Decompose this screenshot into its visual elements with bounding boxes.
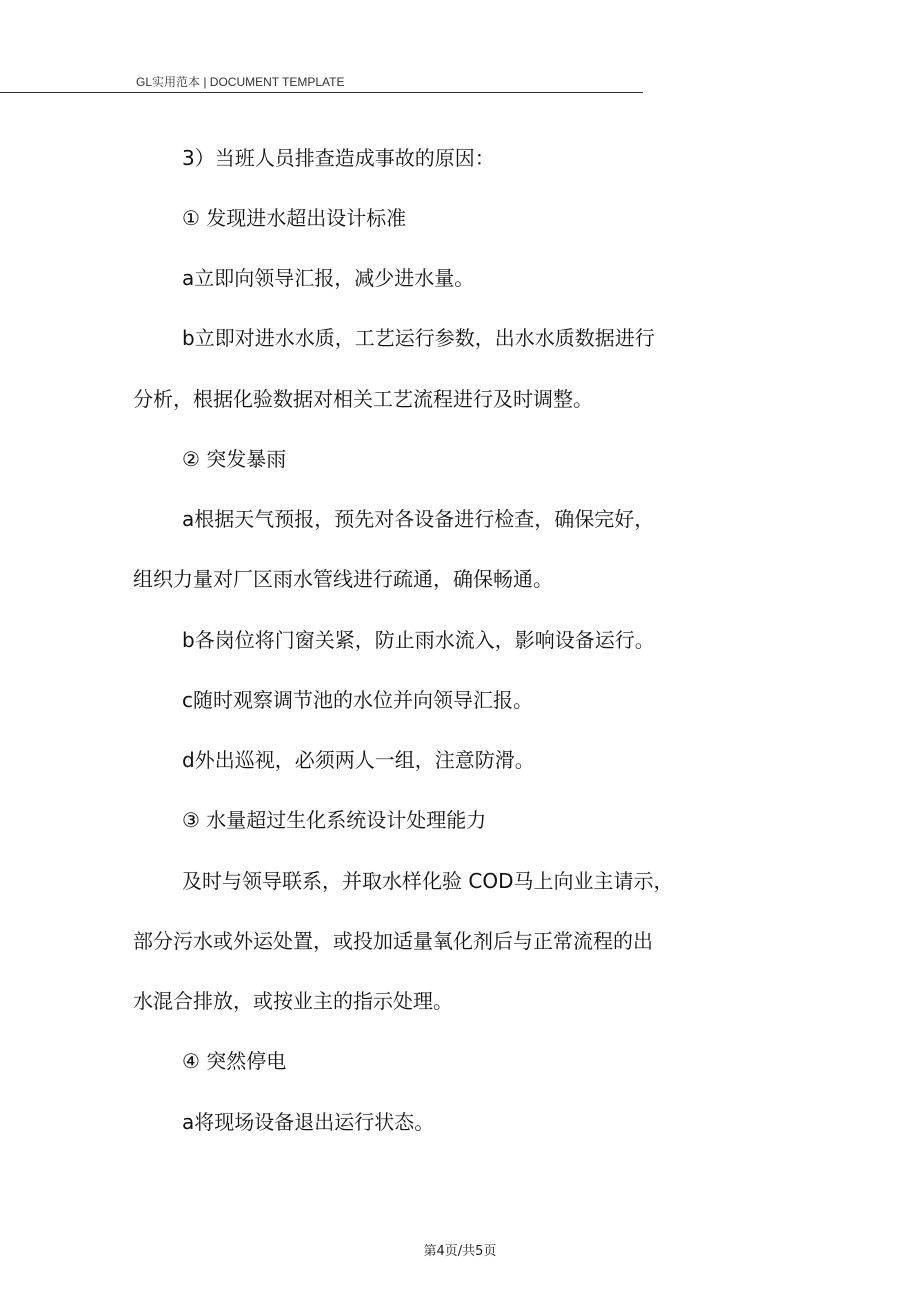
case-2-heading: ② 突发暴雨 [182,447,287,471]
case-3-paragraph-line-1: 及时与领导联系，并取水样化验 COD马上向业主请示， [182,869,674,893]
header-text: GL实用范本 | DOCUMENT TEMPLATE [136,75,345,89]
case-4-step-a: a将现场设备退出运行状态。 [182,1110,435,1134]
page-number: 第4页/共5页 [423,1244,497,1259]
cause-heading: 3）当班人员排查造成事故的原因： [182,146,495,170]
case-2-step-a-continued: 组织力量对厂区雨水管线进行疏通，确保畅通。 [133,567,553,591]
case-3-paragraph-line-2: 部分污水或外运处置，或投加适量氧化剂后与正常流程的出 [133,929,653,953]
case-3-paragraph-line-3: 水混合排放，或按业主的指示处理。 [133,989,453,1013]
page-header [0,72,643,93]
case-1-step-b: b立即对进水水质，工艺运行参数，出水水质数据进行 [182,326,655,350]
case-4-heading: ④ 突然停电 [182,1049,287,1073]
case-2-step-b: b各岗位将门窗关紧，防止雨水流入，影响设备运行。 [182,628,655,652]
case-2-step-d: d外出巡视，必须两人一组，注意防滑。 [182,748,535,772]
case-1-step-a: a立即向领导汇报，减少进水量。 [182,266,475,290]
case-2-step-c: c随时观察调节池的水位并向领导汇报。 [182,688,533,712]
case-1-heading: ① 发现进水超出设计标准 [182,206,407,230]
case-1-step-b-continued: 分析，根据化验数据对相关工艺流程进行及时调整。 [133,387,593,411]
case-2-step-a: a根据天气预报，预先对各设备进行检查，确保完好， [182,507,655,531]
case-3-heading: ③ 水量超过生化系统设计处理能力 [182,808,487,832]
